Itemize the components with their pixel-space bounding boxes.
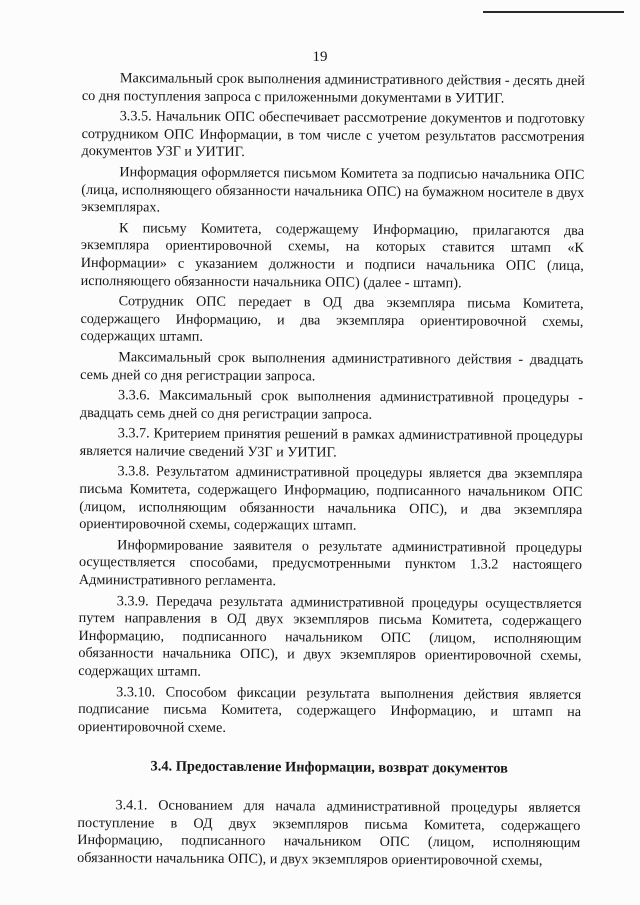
paragraph: 3.3.6. Максимальный срок выполнения административной процедуры - двадцать семь дней со дня регистрации запроса. xyxy=(79,387,584,423)
document-body xyxy=(77,70,585,873)
section-heading: 3.4. Предоставление Информации, возврат документов xyxy=(150,758,508,777)
paragraph: 3.3.8. Результатом административной процедуры является два экземпляра письма Комитета, содержащего Информацию, подписанного начальником ОПС (лицом, исполняющим обязанности начальника ОПС), и два экземпляра ориентировочной схемы, содержащих штамп. xyxy=(79,463,583,534)
top-rule xyxy=(483,11,624,13)
paragraph: Максимальный срок выполнения административного действия - десять дней со дня поступления запроса с приложенными документами в УИТИГ. xyxy=(81,70,585,107)
paragraph: 3.3.5. Начальник ОПС обеспечивает рассмотрение документов и подготовку сотрудником ОПС Информации, в том числе с учетом результатов рассмотрения документов УЗГ и УИТИГ. xyxy=(81,108,585,161)
paragraph: 3.3.10. Способом фиксации результата выполнения действия является подписание письма Комитета, содержащего Информацию, и штамп на ориентировочной схеме. xyxy=(77,683,582,736)
paragraph: К письму Комитета, содержащему Информацию, прилагаются два экземпляра ориентировочной схемы, на которых ставится штамп «К Информации» с указанием должности и подписи начальника ОПС (лица, исполняющего обязанности начальника ОПС) (далее - штамп). xyxy=(80,219,585,291)
paragraph: Сотрудник ОПС передает в ОД два экземпляра письма Комитета, содержащего Информацию, и два экземпляра ориентировочной схемы, содержащих штамп. xyxy=(80,293,584,346)
paragraph: 3.3.9. Передача результата административной процедуры осуществляется путем направления в ОД двух экземпляров письма Комитета, содержащего Информацию, подписанного начальником ОПС (лицом, исполняющим обязанности начальника ОПС), и двух экземпляров ориентировочной схемы, содержащих штамп. xyxy=(78,592,582,680)
paragraph: Максимальный срок выполнения административного действия - двадцать семь дней со дня регистрации запроса. xyxy=(80,349,584,384)
paragraph: 3.4.1. Основанием для начала административной процедуры является поступление в ОД двух экземпляров письма Комитета, содержащего Информацию, подписанного начальником ОПС (лицом, исполняющим обязанности начальника ОПС), и двух экземпляров ориентировочной схемы, xyxy=(77,797,581,869)
paragraph: 3.3.7. Критерием принятия решений в рамках административной процедуры является наличие сведений УЗГ и УИТИГ. xyxy=(79,425,583,461)
paragraph: Информирование заявителя о результате административной процедуры осуществляется способами, предусмотренными пунктом 1.3.2 настоящего Административного регламента. xyxy=(78,537,583,590)
page-number: 19 xyxy=(312,49,328,65)
paragraph: Информация оформляется письмом Комитета за подписью начальника ОПС (лица, исполняющего обязанности начальника ОПС) на бумажном носителе в двух экземплярах. xyxy=(81,164,585,216)
